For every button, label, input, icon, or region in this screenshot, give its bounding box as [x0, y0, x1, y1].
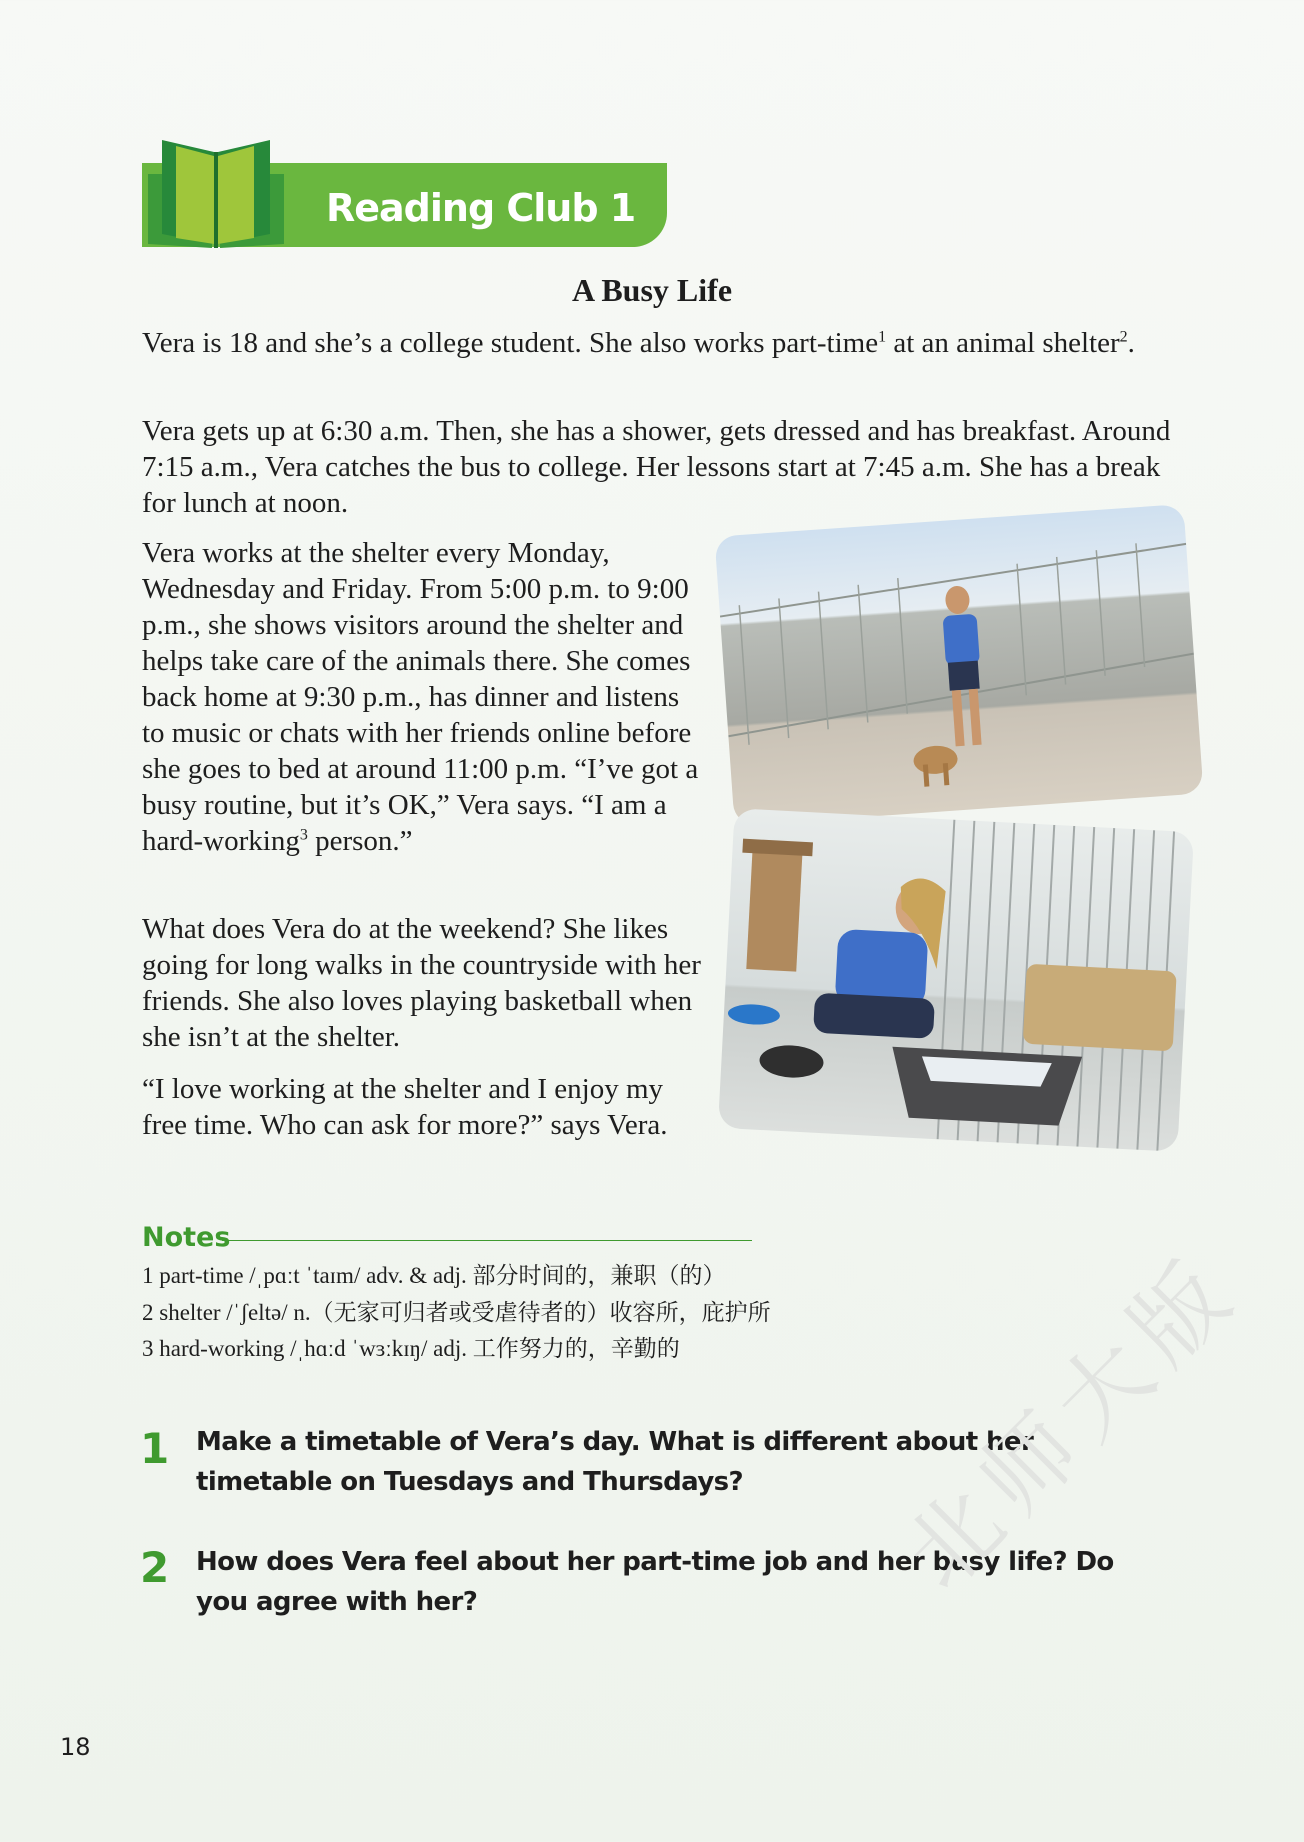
- paragraph-2: Vera gets up at 6:30 a.m. Then, she has a shower, gets dressed and has breakfast. Around 7:15 a.m., Vera catches the bus to college. Her lessons start at 7:45 a.m. She has a break for lunch at noon.: [142, 415, 1171, 519]
- footnote-ref-3: 3: [299, 826, 308, 844]
- publisher-watermark: 北师大版: [884, 1234, 1260, 1610]
- p1-text-c: .: [1127, 327, 1135, 359]
- open-book-icon: [142, 138, 290, 250]
- section-banner: [142, 138, 667, 250]
- note-item-3: 3 hard-working /ˌhɑːd ˈwɜːkɪŋ/ adj. 工作努力的，辛勤的: [142, 1336, 680, 1361]
- banner-title: Reading Club 1: [326, 186, 636, 230]
- paragraph-5: “I love working at the shelter and I enjoy my free time. Who can ask for more?” says Vera.: [142, 1073, 668, 1141]
- page-number: 18: [60, 1733, 91, 1761]
- note-item-2: 2 shelter /ˈʃeltə/ n.（无家可归者或受虐待者的）收容所，庇护所: [142, 1300, 771, 1325]
- paragraph-4: What does Vera do at the weekend? She likes going for long walks in the countryside with her friends. She also loves playing basketball when she isn’t at the shelter.: [142, 913, 701, 1053]
- p1-text-a: Vera is 18 and she’s a college student. She also works part-time: [142, 327, 879, 359]
- p1-text-b: at an animal shelter: [886, 327, 1120, 359]
- p3-text-b: person.”: [307, 825, 413, 857]
- paragraph-3: [142, 535, 707, 859]
- notes-divider: [222, 1240, 752, 1241]
- notes-heading: Notes: [142, 1222, 231, 1253]
- p3-text-a: Vera works at the shelter every Monday, Wednesday and Friday. From 5:00 p.m. to 9:00 p.m., she shows visitors around the shelter and helps take care of the animals there. She comes back home at 9:30 p.m., has dinner and listens to music or chats with her friends online before she goes to bed at around 11:00 p.m. “I’ve got a busy routine, but it’s OK,” Vera says. “I am a hard-working: [142, 537, 699, 857]
- paragraph-1: [142, 325, 1192, 361]
- photo-vera-walking-dog: [714, 504, 1203, 826]
- question-2-text: How does Vera feel about her part-time job and her busy life? Do you agree with her?: [196, 1547, 1114, 1617]
- question-1-text: Make a timetable of Vera’s day. What is different about her timetable on Tuesdays and Thursdays?: [196, 1427, 1034, 1497]
- question-2-number: 2: [140, 1543, 170, 1592]
- photo-vera-cleaning-cage: [718, 808, 1194, 1152]
- footnote-ref-1: 1: [878, 328, 887, 346]
- note-item-1: 1 part-time /ˌpɑːt ˈtaɪm/ adv. & adj. 部分时间的，兼职（的）: [142, 1263, 726, 1288]
- footnote-ref-2: 2: [1119, 328, 1128, 346]
- question-1-number: 1: [140, 1424, 170, 1473]
- story-title: A Busy Life: [571, 272, 733, 308]
